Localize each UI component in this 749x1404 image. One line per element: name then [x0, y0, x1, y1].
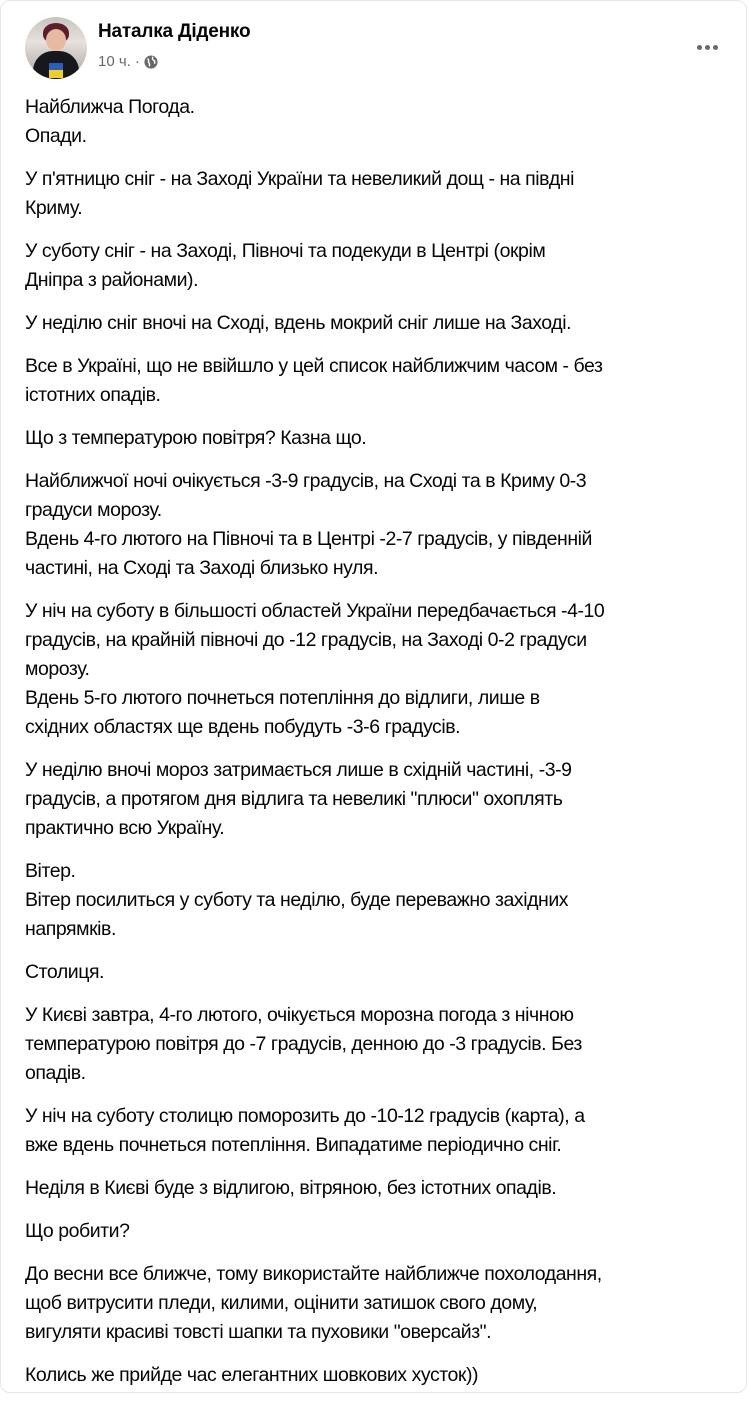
post-paragraph [25, 1174, 735, 1203]
author-name[interactable]: Наталка Діденко [98, 21, 251, 42]
paragraph-line: Найближча Погода. [25, 96, 195, 118]
post-paragraph [25, 165, 735, 223]
paragraph-line: Столиця. [25, 961, 105, 983]
paragraph-line: Все в Україні, що не ввійшло у цей список найближчим часом - без [25, 355, 603, 377]
paragraph-line: Вдень 5-го лютого почнеться потепління до відлиги, лише в [25, 687, 540, 709]
post-text [25, 93, 735, 1404]
post-header [25, 17, 725, 81]
post-paragraph [25, 467, 735, 583]
paragraph-line: Що з температурою повітря? Казна що. [25, 427, 367, 449]
paragraph-line: Вітер посилиться у суботу та неділю, буде переважно західних [25, 889, 569, 911]
post-paragraph [25, 93, 735, 151]
paragraph-line: Дніпра з районами). [25, 269, 199, 291]
avatar-flag-blue [49, 63, 63, 70]
paragraph-line: Криму. [25, 197, 83, 219]
post-paragraph [25, 958, 735, 987]
paragraph-line: У неділю вночі мороз затримається лише в східній частині, -3-9 [25, 759, 572, 781]
paragraph-line: Колись же прийде час елегантних шовкових хусток)) [25, 1364, 479, 1386]
paragraph-line: вже вдень почнеться потепління. Випадатиме періодично сніг. [25, 1134, 562, 1156]
paragraph-line: Що робити? [25, 1220, 130, 1242]
paragraph-line: Неділя в Києві буде з відлигою, вітряною, без істотних опадів. [25, 1177, 557, 1199]
paragraph-line: щоб витрусити пледи, килими, оцінити затишок свого дому, [25, 1292, 538, 1314]
dot [697, 45, 702, 50]
meta-separator: · [134, 53, 140, 70]
paragraph-line: температурою повітря до -7 градусів, денною до -3 градусів. Без [25, 1033, 582, 1055]
more-options-icon[interactable] [689, 37, 725, 57]
paragraph-line: У ніч на суботу в більшості областей України передбачається -4-10 [25, 600, 605, 622]
post-paragraph [25, 1001, 735, 1088]
post-paragraph [25, 597, 735, 742]
paragraph-line: морозу. [25, 658, 90, 680]
globe-icon[interactable] [144, 55, 158, 69]
paragraph-line: східних областях ще вдень побудуть -3-6 градусів. [25, 716, 461, 738]
paragraph-line: Найближчої ночі очікується -3-9 градусів, на Сході та в Криму 0-3 [25, 470, 587, 492]
post-paragraph [25, 237, 735, 295]
post-paragraph [25, 352, 735, 410]
paragraph-line: напрямків. [25, 918, 116, 940]
paragraph-line: практично всю Україну. [25, 817, 225, 839]
paragraph-line: істотних опадів. [25, 384, 161, 406]
paragraph-line: опадів. [25, 1062, 86, 1084]
post-paragraph [25, 1361, 735, 1390]
paragraph-line: Вдень 4-го лютого на Півночі та в Центрі -2-7 градусів, у південній [25, 528, 592, 550]
avatar-flag-yellow [49, 70, 63, 78]
paragraph-line: До весни все ближче, тому використайте найближче похолодання, [25, 1263, 602, 1285]
paragraph-line: вигуляти красиві товсті шапки та пуховики "оверсайз". [25, 1321, 492, 1343]
paragraph-line: У п'ятницю сніг - на Заході України та невеликий дощ - на півдні [25, 168, 574, 190]
dot [713, 45, 718, 50]
paragraph-line: Вітер. [25, 860, 76, 882]
paragraph-line: градуси морозу. [25, 499, 162, 521]
paragraph-line: градусів, а протягом дня відлига та невеликі "плюси" охоплять [25, 788, 563, 810]
paragraph-line: градусів, на крайній півночі до -12 градусів, на Заході 0-2 градуси [25, 629, 587, 651]
paragraph-line: У неділю сніг вночі на Сході, вдень мокрий сніг лише на Заході. [25, 312, 572, 334]
post-paragraph [25, 309, 735, 338]
post-paragraph [25, 424, 735, 453]
post-time[interactable]: 10 ч. [98, 53, 131, 70]
paragraph-line: У ніч на суботу столицю поморозить до -10-12 градусів (карта), а [25, 1105, 585, 1127]
dot [705, 45, 710, 50]
author-avatar[interactable] [25, 17, 87, 79]
paragraph-line: У Києві завтра, 4-го лютого, очікується морозна погода з нічною [25, 1004, 574, 1026]
paragraph-line: частині, на Сході та Заході близько нуля. [25, 557, 379, 579]
post-paragraph [25, 1102, 735, 1160]
post-meta [98, 53, 158, 70]
paragraph-line: У суботу сніг - на Заході, Півночі та подекуди в Центрі (окрім [25, 240, 546, 262]
avatar-face [46, 29, 66, 51]
post-paragraph [25, 1217, 735, 1246]
post-paragraph [25, 756, 735, 843]
post-paragraph [25, 857, 735, 944]
paragraph-line: Опади. [25, 125, 87, 147]
post-paragraph [25, 1260, 735, 1347]
